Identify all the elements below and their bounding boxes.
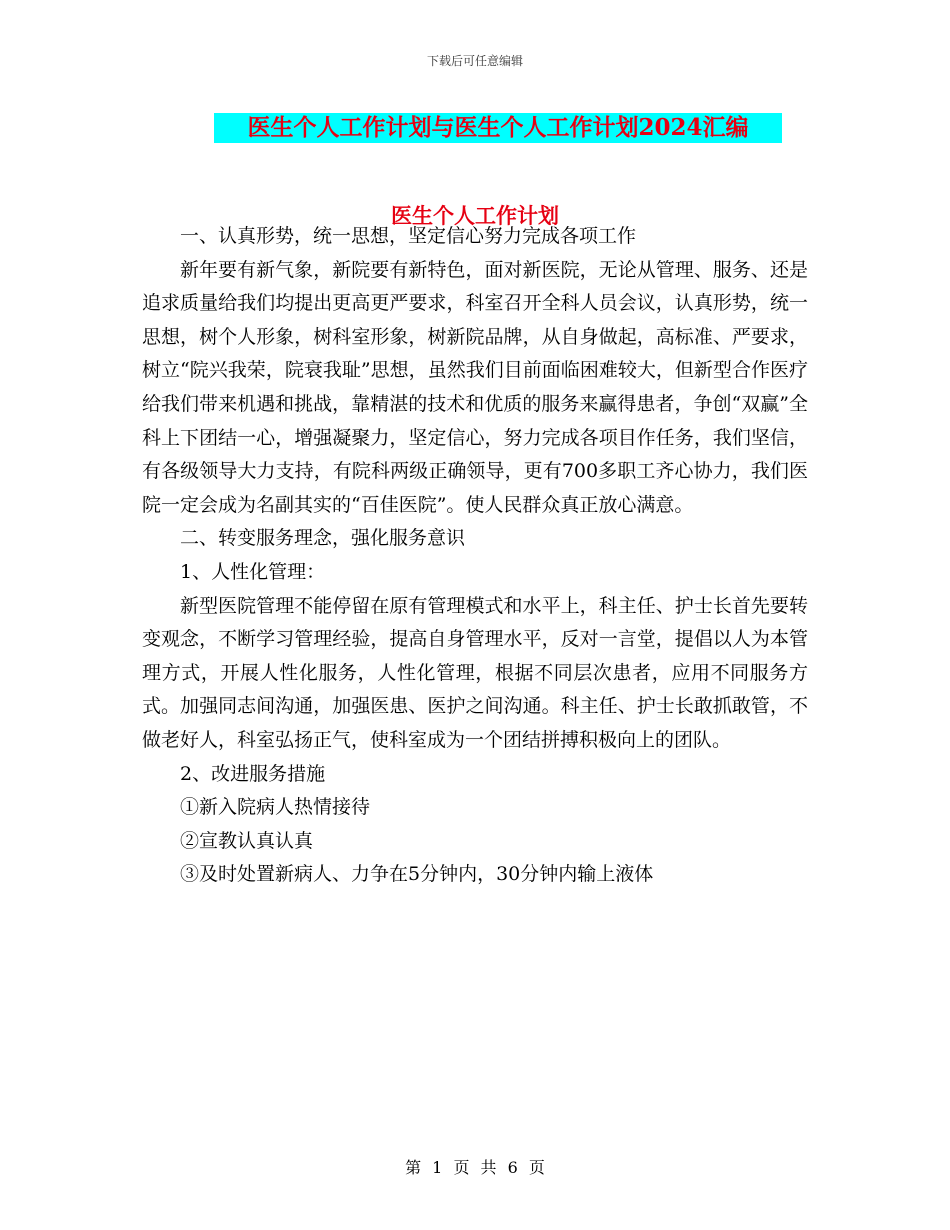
heading-2: 二、转变服务理念，强化服务意识 (180, 527, 466, 550)
subheading-1: 1、人性化管理： (180, 560, 326, 583)
document-body (142, 220, 808, 892)
header-note: 下载后可任意编辑 (426, 54, 523, 68)
list-item: ②宣教认真认真 (180, 829, 314, 852)
heading-1: 一、认真形势，统一思想，坚定信心努力完成各项工作 (180, 225, 637, 247)
current-page-number: 1 (432, 1158, 443, 1177)
section-title: 医生个人工作计划 (391, 203, 559, 228)
document-title: 医生个人工作计划与医生个人工作计划2024汇编 (214, 113, 782, 143)
footer-middle: 页 共 (453, 1158, 497, 1177)
footer-prefix: 第 (405, 1158, 422, 1177)
page-footer (0, 1155, 950, 1178)
total-page-count: 6 (507, 1158, 518, 1177)
paragraph: 新年要有新气象，新院要有新特色，面对新医院，无论从管理、服务、还是追求质量给我们均提出更高更严要求，科室召开全科人员会议，认真形势，统一思想，树个人形象，树科室形象，树新院品牌，从自身做起，高标准、严要求，树立“院兴我荣，院衰我耻”思想，虽然我们目前面临困难较大，但新型合作医疗给我们带来机遇和挑战，靠精湛的技术和优质的服务来赢得患者，争创“双赢”全科上下团结一心，增强凝聚力，坚定信心，努力完成各项目作任务，我们坚信，有各级领导大力支持，有院科两级正确领导，更有700多职工齐心协力，我们医院一定会成为名副其实的“百佳医院”。使人民群众真正放心满意。 (142, 258, 808, 516)
subheading-2: 2、改进服务措施 (180, 762, 326, 785)
paragraph: 新型医院管理不能停留在原有管理模式和水平上，科主任、护士长首先要转变观念，不断学习管理经验，提高自身管理水平，反对一言堂，提倡以人为本管理方式，开展人性化服务，人性化管理，根据不同层次患者，应用不同服务方式。加强同志间沟通，加强医患、医护之间沟通。科主任、护士长敢抓敢管，不做老好人，科室弘扬正气，使科室成为一个团结拼搏积极向上的团队。 (142, 594, 808, 751)
list-item: ③及时处置新病人、力争在5分钟内，30分钟内输上液体 (180, 863, 654, 886)
list-item: ①新入院病人热情接待 (180, 796, 371, 819)
footer-suffix: 页 (528, 1158, 545, 1177)
